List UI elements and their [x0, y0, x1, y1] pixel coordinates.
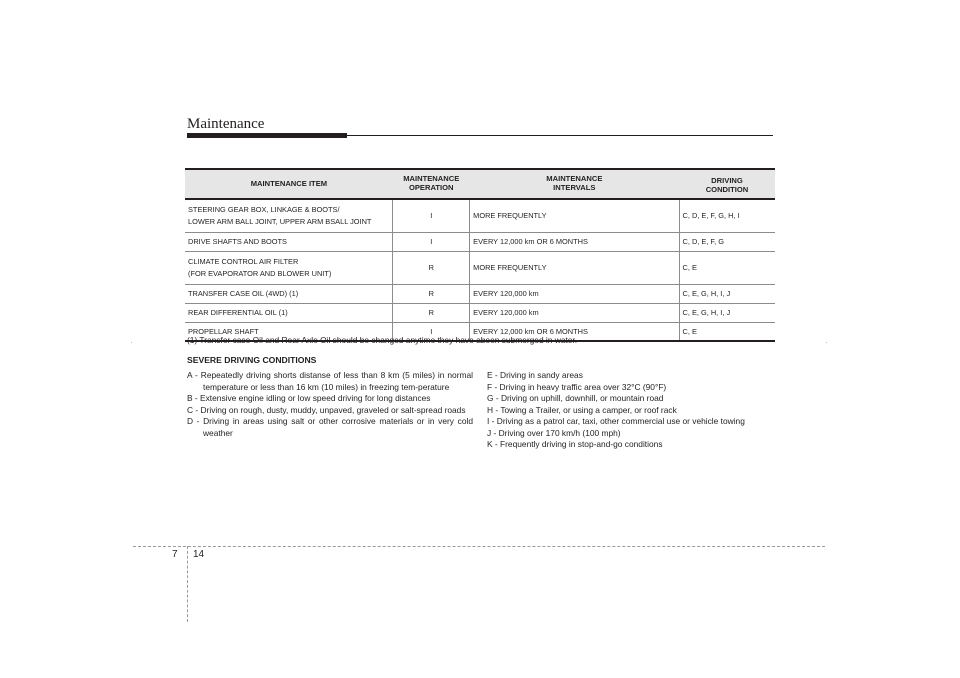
cell-operation: R — [393, 251, 470, 284]
maintenance-table — [185, 168, 775, 342]
table-row — [185, 251, 775, 284]
chapter-number: 7 — [172, 549, 178, 560]
table-row — [185, 303, 775, 322]
cell-condition: C, D, E, F, G, H, I — [679, 199, 775, 233]
condition-item-f: F - Driving in heavy traffic area over 32°C (90°F) — [487, 381, 667, 392]
header-maintenance-item: MAINTENANCE ITEM — [185, 169, 393, 199]
margin-mark-left — [131, 342, 132, 343]
table-row — [185, 233, 775, 252]
condition-item-c: C - Driving on rough, dusty, muddy, unpaved, graveled or salt-spread roads — [187, 404, 466, 415]
cell-condition: C, E — [679, 322, 775, 341]
cell-operation: I — [393, 233, 470, 252]
header-maintenance-intervals: MAINTENANCE INTERVALS — [470, 169, 679, 199]
title-rule-thin — [347, 135, 773, 136]
header-driving-condition: DRIVING CONDITION — [679, 169, 775, 199]
table-header-row — [185, 169, 775, 199]
cell-item: DRIVE SHAFTS AND BOOTS — [185, 233, 393, 252]
condition-item-a: A - Repeatedly driving shorts distanse of less than 8 km (5 miles) in normal temperature or less than 16 km (10 miles) in freezing tem-perature — [187, 370, 473, 392]
cell-interval: MORE FREQUENTLY — [470, 251, 679, 284]
table-row — [185, 199, 775, 233]
cell-item: TRANSFER CASE OIL (4WD) (1) — [185, 284, 393, 303]
condition-item-i: I - Driving as a patrol car, taxi, other commercial use or vehicle towing — [487, 416, 745, 426]
condition-item-g: G - Driving on uphill, downhill, or mountain road — [487, 393, 664, 403]
severe-conditions-heading: SEVERE DRIVING CONDITIONS — [187, 355, 317, 365]
conditions-column-right — [487, 370, 787, 451]
cell-interval: MORE FREQUENTLY — [470, 199, 679, 233]
cell-interval: EVERY 120,000 km — [470, 284, 679, 303]
cell-item: PROPELLAR SHAFT — [185, 322, 393, 341]
cell-item: CLIMATE CONTROL AIR FILTER (FOR EVAPORATOR AND BLOWER UNIT) — [185, 251, 393, 284]
condition-item-b: B - Extensive engine idling or low speed driving for long distances — [187, 393, 431, 403]
table-row — [185, 284, 775, 303]
condition-item-e: E - Driving in sandy areas — [487, 370, 583, 380]
cell-item: REAR DIFFERENTIAL OIL (1) — [185, 303, 393, 322]
cell-condition: C, D, E, F, G — [679, 233, 775, 252]
condition-item-d: D - Driving in areas using salt or other corrosive materials or in very cold weather — [187, 416, 473, 438]
header-maintenance-operation: MAINTENANCE OPERATION — [393, 169, 470, 199]
conditions-column-left — [187, 370, 473, 439]
cell-interval: EVERY 12,000 km OR 6 MONTHS — [470, 233, 679, 252]
condition-item-j: J - Driving over 170 km/h (100 mph) — [487, 427, 621, 438]
cell-operation: I — [393, 199, 470, 233]
cell-operation: R — [393, 303, 470, 322]
cell-condition: C, E, G, H, I, J — [679, 303, 775, 322]
page-number: 14 — [193, 549, 205, 560]
cell-item: STEERING GEAR BOX, LINKAGE & BOOTS/ LOWER ARM BALL JOINT, UPPER ARM BSALL JOINT — [185, 199, 393, 233]
footer-rule — [133, 546, 825, 547]
footer-divider — [187, 546, 188, 622]
condition-item-k: K - Frequently driving in stop-and-go conditions — [487, 439, 663, 449]
condition-item-h: H - Towing a Trailer, or using a camper, or roof rack — [487, 404, 677, 415]
margin-mark-right — [826, 342, 827, 343]
cell-interval: EVERY 120,000 km — [470, 303, 679, 322]
cell-operation: I — [393, 322, 470, 341]
cell-interval: EVERY 12,000 km OR 6 MONTHS — [470, 322, 679, 341]
section-title: Maintenance — [187, 116, 265, 132]
title-rule-thick — [187, 133, 347, 138]
cell-operation: R — [393, 284, 470, 303]
table-footnote: (1) Transfer case Oil and Rear Axle Oil should be changed anytime they have abeen submerged in water. — [187, 335, 578, 345]
cell-condition: C, E — [679, 251, 775, 284]
cell-condition: C, E, G, H, I, J — [679, 284, 775, 303]
